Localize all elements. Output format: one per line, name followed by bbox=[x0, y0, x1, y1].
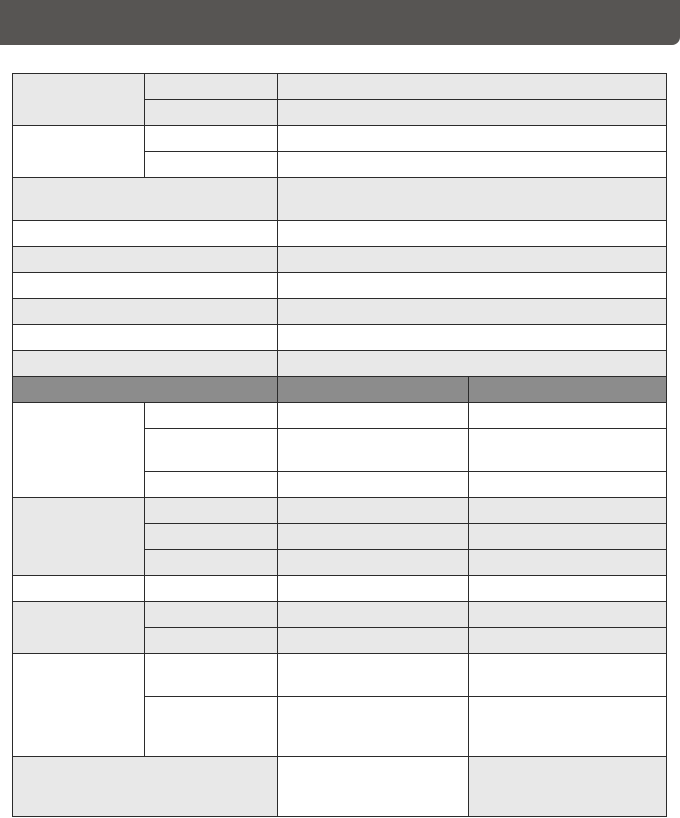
table-cell bbox=[278, 325, 667, 351]
table-cell bbox=[469, 550, 667, 576]
table-row bbox=[13, 757, 667, 817]
table-cell bbox=[278, 74, 667, 100]
table-cell bbox=[469, 576, 667, 602]
table-cell bbox=[278, 498, 469, 524]
table-cell bbox=[145, 429, 278, 472]
table-cell bbox=[278, 757, 469, 817]
spec-table bbox=[12, 73, 667, 817]
table-row bbox=[13, 498, 667, 524]
table-row bbox=[13, 576, 667, 602]
table-header-row bbox=[13, 377, 667, 403]
table-cell bbox=[13, 757, 278, 817]
table-cell bbox=[278, 472, 469, 498]
table-cell bbox=[13, 498, 145, 576]
table-cell bbox=[145, 403, 278, 429]
table-cell bbox=[278, 524, 469, 550]
table-row bbox=[13, 273, 667, 299]
table-cell bbox=[469, 697, 667, 757]
table-cell bbox=[145, 550, 278, 576]
table-cell bbox=[278, 654, 469, 697]
table-cell bbox=[145, 100, 278, 126]
table-cell bbox=[278, 351, 667, 377]
table-cell bbox=[469, 628, 667, 654]
table-row bbox=[13, 351, 667, 377]
table-cell bbox=[13, 602, 145, 654]
table-header-cell bbox=[278, 377, 469, 403]
table-cell bbox=[278, 126, 667, 152]
table-header-cell bbox=[469, 377, 667, 403]
table-cell bbox=[278, 403, 469, 429]
table-cell bbox=[469, 757, 667, 817]
table-cell bbox=[145, 74, 278, 100]
table-cell bbox=[278, 429, 469, 472]
table-row bbox=[13, 247, 667, 273]
table-cell bbox=[13, 576, 145, 602]
table-cell bbox=[13, 654, 145, 757]
table-cell bbox=[13, 178, 278, 221]
table-cell bbox=[145, 524, 278, 550]
table-cell bbox=[278, 697, 469, 757]
table-cell bbox=[13, 247, 278, 273]
table-cell bbox=[278, 152, 667, 178]
top-header-bar bbox=[0, 0, 680, 45]
table-row bbox=[13, 654, 667, 697]
table-cell bbox=[278, 299, 667, 325]
table-cell bbox=[278, 576, 469, 602]
table-cell bbox=[13, 126, 145, 178]
table-row bbox=[13, 221, 667, 247]
table-cell bbox=[13, 221, 278, 247]
table-cell bbox=[145, 602, 278, 628]
table-cell bbox=[278, 602, 469, 628]
table-cell bbox=[469, 654, 667, 697]
table-header-cell bbox=[13, 377, 278, 403]
table-cell bbox=[13, 299, 278, 325]
table-cell bbox=[145, 628, 278, 654]
table-row bbox=[13, 403, 667, 429]
table-cell bbox=[469, 472, 667, 498]
table-cell bbox=[278, 273, 667, 299]
table-row bbox=[13, 602, 667, 628]
table-cell bbox=[469, 602, 667, 628]
table-row bbox=[13, 74, 667, 100]
table-cell bbox=[145, 152, 278, 178]
table-cell bbox=[13, 273, 278, 299]
table-cell bbox=[469, 498, 667, 524]
table-row bbox=[13, 178, 667, 221]
table-cell bbox=[13, 351, 278, 377]
table-cell bbox=[278, 178, 667, 221]
table-cell bbox=[145, 654, 278, 697]
table-cell bbox=[278, 247, 667, 273]
table-row bbox=[13, 126, 667, 152]
table-cell bbox=[278, 221, 667, 247]
table-cell bbox=[145, 576, 278, 602]
table-cell bbox=[13, 403, 145, 498]
table-cell bbox=[145, 126, 278, 152]
table-cell bbox=[278, 100, 667, 126]
table-cell bbox=[145, 498, 278, 524]
table-cell bbox=[13, 325, 278, 351]
table-cell bbox=[278, 628, 469, 654]
table-cell bbox=[13, 74, 145, 126]
table-row bbox=[13, 299, 667, 325]
table-cell bbox=[469, 429, 667, 472]
table-cell bbox=[145, 472, 278, 498]
table-cell bbox=[469, 403, 667, 429]
table-cell bbox=[145, 697, 278, 757]
table-cell bbox=[469, 524, 667, 550]
table-row bbox=[13, 325, 667, 351]
table-cell bbox=[278, 550, 469, 576]
